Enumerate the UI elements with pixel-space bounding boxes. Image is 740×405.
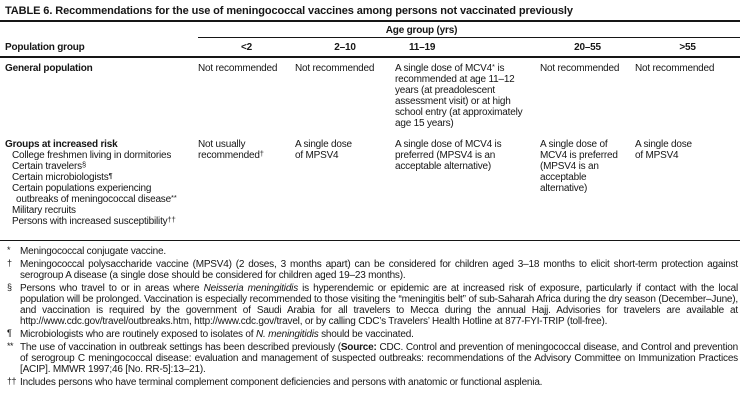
- footnote-double-star: [7, 342, 738, 375]
- footnotes-section: [0, 241, 740, 388]
- cell-general-under-2: Not recommended: [198, 63, 278, 74]
- risk-group-item-certain-travelers: Certain travelers§: [12, 160, 87, 172]
- row-label-general-population: [0, 63, 198, 129]
- table-row-groups-at-increased-risk: [0, 139, 740, 241]
- risk-group-item-military-recruits: Military recruits: [12, 205, 76, 216]
- footnote-dagger: [7, 259, 738, 281]
- risk-group-item-college-freshmen: College freshmen living in dormitories: [12, 150, 172, 161]
- age-group-header-row: [0, 22, 740, 38]
- column-header-age-11-19: 11–19: [409, 42, 436, 53]
- recommendations-table: [0, 22, 740, 241]
- cell-risk-20-55: A single dose of MCV4 is preferred (MPSV4 is an acceptable alternative): [540, 139, 618, 194]
- cell-risk-11-19: A single dose of MCV4 is preferred (MPSV4 is an acceptable alternative): [395, 139, 502, 172]
- cell-general-2-10: Not recommended: [295, 63, 375, 74]
- age-group-spacer: [0, 22, 198, 38]
- footnote-text: Meningococcal polysaccharide vaccine (MPSV4) (2 doses, 3 months apart) can be considered for children aged 3–18 months to elicit short-term protection against serogroup A disease (a single dose should be considered for children aged 19–23 months).: [20, 259, 738, 281]
- cell-general-20-55: Not recommended: [540, 63, 620, 74]
- row-title: General population: [5, 63, 93, 74]
- risk-group-item-outbreak-populations: Certain populations experiencing outbreaks of meningococcal disease**: [12, 183, 177, 205]
- risk-group-item-certain-microbiologists: Certain microbiologists¶: [12, 171, 113, 183]
- footnote-marker: †: [7, 258, 12, 268]
- footnote-star: [7, 246, 738, 257]
- footnote-marker: *: [7, 245, 11, 255]
- column-header-population-group: Population group: [5, 42, 85, 53]
- column-header-age-2-10: 2–10: [334, 42, 356, 53]
- column-header-age-under-2: <2: [240, 42, 252, 53]
- footnote-pilcrow: [7, 329, 738, 340]
- footnote-marker: ¶: [7, 328, 12, 338]
- row-title: Groups at increased risk: [5, 139, 118, 150]
- footnote-text: Meningococcal conjugate vaccine.: [20, 246, 166, 257]
- age-group-header: Age group (yrs): [198, 22, 740, 38]
- column-header-row: [0, 38, 740, 58]
- cell-general-11-19: A single dose of MCV4* is recommended at age 11–12 years (at preadolescent assessment visit) or at high school entry (at approximately age 15 years): [395, 62, 523, 129]
- footnote-marker: ††: [7, 376, 17, 386]
- cell-risk-2-10: A single dose of MPSV4: [295, 139, 352, 161]
- footnote-marker: §: [7, 282, 12, 292]
- footnote-marker: **: [7, 341, 14, 351]
- footnote-text: Persons who travel to or in areas where Neisseria meningitidis is hyperendemic or epidemic are at increased risk of exposure, particularly if contact with the local population will be prolonged. Vaccination is especially recommended to those visiting the “meningitis belt” of sub-Saharah Africa during the dry season (December–June), and vaccination is required by the government of Saudi Arabia for all travelers to Mecca during the annual Hajj. Advisories for travelers are available at http://www.cdc.gov/travel/outbreaks.htm, http://www.cdc.gov/travel, or by calling CDC’s Travelers’ Health Hotline at 877-FYI-TRIP (toll-free).: [20, 283, 738, 327]
- column-header-age-over-55: >55: [679, 42, 696, 53]
- risk-group-item-increased-susceptibility: Persons with increased susceptibility††: [12, 215, 176, 227]
- footnote-text: Microbiologists who are routinely exposed to isolates of N. meningitidis should be vaccinated.: [20, 329, 414, 340]
- table-row-general-population: [0, 58, 740, 139]
- footnote-double-dagger: [7, 377, 738, 388]
- row-label-groups-at-increased-risk: [0, 139, 198, 227]
- footnote-text: The use of vaccination in outbreak settings has been described previously (Source: CDC. Control and prevention of meningococcal disease, and Control and prevention of serogroup C meningococcal disease: evaluation and management of suspected outbreaks: recommendations of the Advisory Committee on Immunization Practices [ACIP]. MMWR 1997;46 [No. RR-5]:13–21).: [20, 342, 738, 375]
- column-header-age-20-55: 20–55: [574, 42, 601, 53]
- cell-risk-over-55: A single dose of MPSV4: [635, 139, 692, 161]
- footnote-section-sign: [7, 283, 738, 327]
- cell-risk-under-2: Not usually recommended†: [198, 139, 264, 161]
- cell-general-over-55: Not recommended: [635, 63, 715, 74]
- table-title: TABLE 6. Recommendations for the use of meningococcal vaccines among persons not vaccinated previously: [0, 0, 740, 22]
- footnote-text: Includes persons who have terminal complement component deficiencies and persons with anatomic or functional asplenia.: [20, 377, 543, 388]
